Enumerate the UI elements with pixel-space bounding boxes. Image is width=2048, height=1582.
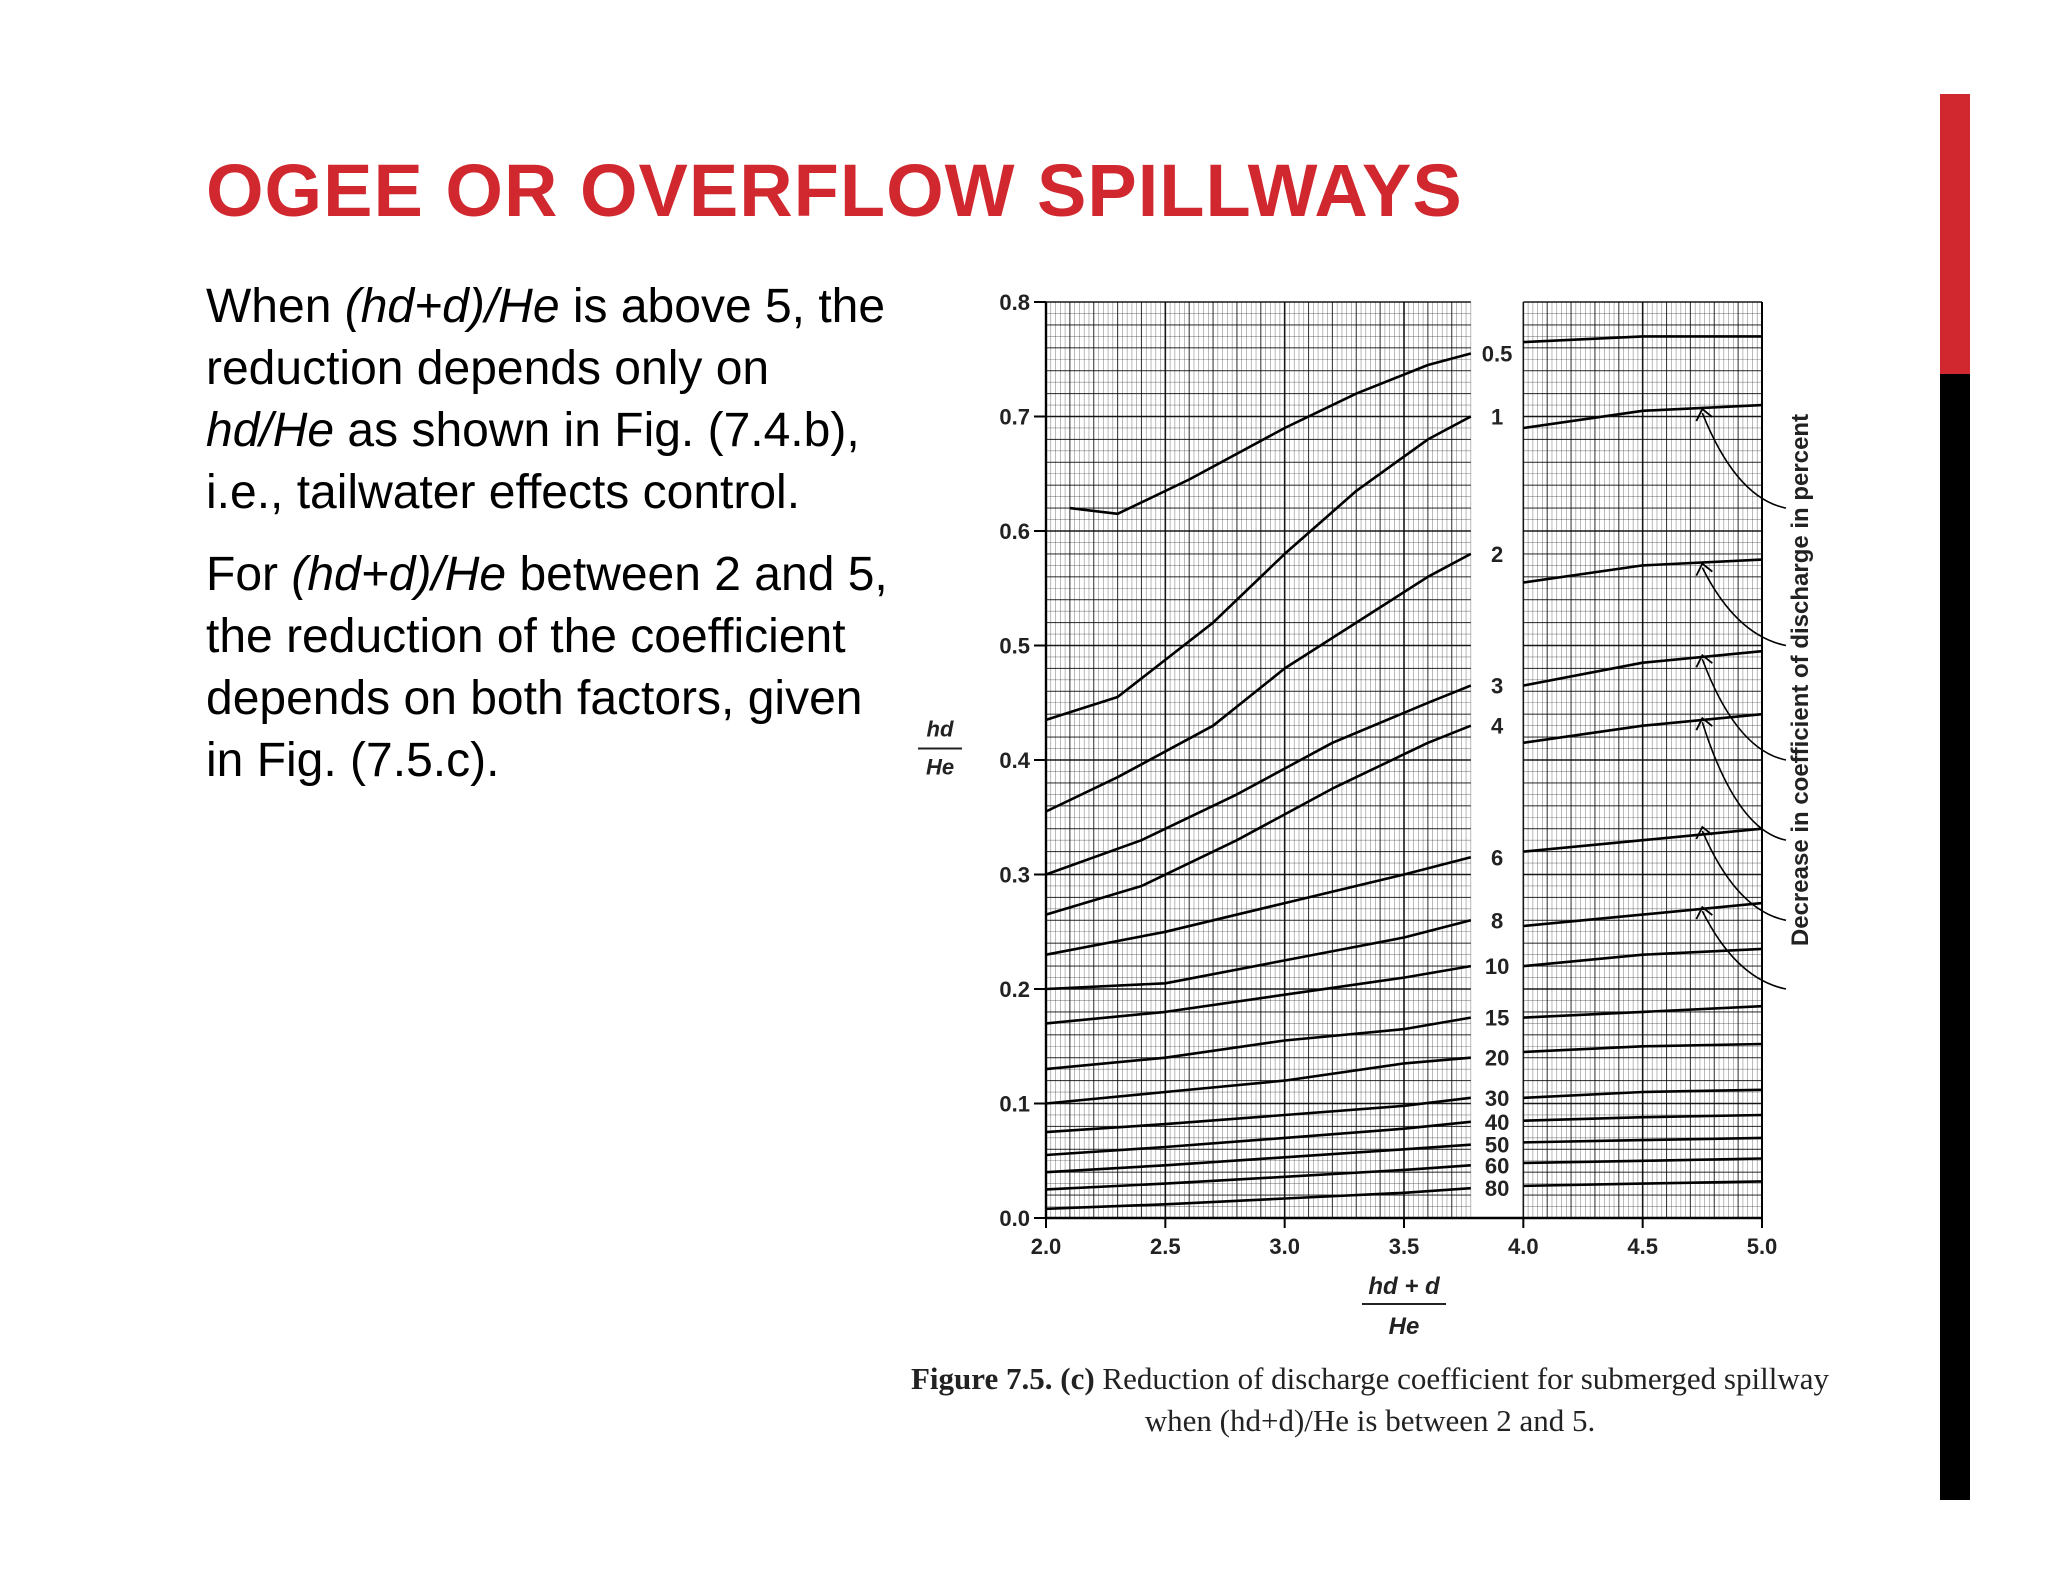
y-tick-label: 0.4 <box>999 748 1030 773</box>
x-tick-label: 4.5 <box>1627 1234 1658 1259</box>
y-tick-label: 0.3 <box>999 862 1030 888</box>
series-label: 2 <box>1490 541 1504 567</box>
paragraph-2-text: For <box>206 548 292 601</box>
series-label: 50 <box>1484 1132 1510 1158</box>
y-tick-label: 0.7 <box>999 404 1030 430</box>
side-accent-bar <box>1940 94 1970 1500</box>
series-label: 8 <box>1490 908 1504 934</box>
x-axis-label-numerator: hd + d <box>1368 1273 1440 1300</box>
y-axis-label-denominator: He <box>925 754 955 780</box>
x-tick-label: 5.0 <box>1746 1234 1778 1259</box>
annotation-arrow <box>1702 722 1786 840</box>
reduction-chart <box>890 270 1890 1350</box>
y-tick-label: 0.5 <box>999 633 1030 659</box>
series-label: 3 <box>1490 673 1504 699</box>
annotation-arrow <box>1702 413 1786 508</box>
series-label: 30 <box>1484 1085 1510 1111</box>
series-label: 0.5 <box>1481 341 1513 367</box>
paragraph-2-ratio: (hd+d)/He <box>291 548 507 601</box>
annotation-arrow <box>1702 659 1786 760</box>
paragraph-2 <box>206 544 906 792</box>
x-tick-label: 3.0 <box>1269 1234 1300 1259</box>
series-curve-left-6 <box>1046 857 1471 954</box>
y-tick-label: 0.8 <box>999 290 1030 315</box>
figure-caption-text: Reduction of discharge coefficient for submerged spillway when (hd+d)/He is between 2 and 5. <box>1094 1361 1829 1438</box>
paragraph-2-text: between 2 and 5, the reduction of the coefficient depends on both factors, given in Fig. (7.5.c). <box>206 548 888 787</box>
series-curve-left-15 <box>1046 1018 1471 1070</box>
y-tick-label: 0.2 <box>999 977 1030 1002</box>
series-curve-left-10 <box>1046 966 1471 1023</box>
paragraph-1-text: is above 5, the reduction depends only on <box>206 280 886 395</box>
x-tick-label: 2.0 <box>1030 1234 1062 1259</box>
x-axis-label-denominator: He <box>1388 1313 1420 1340</box>
series-label: 20 <box>1484 1045 1510 1071</box>
series-curve-left-80 <box>1046 1188 1471 1209</box>
figure-caption-label: Figure 7.5. (c) <box>911 1361 1095 1396</box>
y-axis-label-numerator: hd <box>926 716 954 742</box>
series-label: 4 <box>1490 713 1504 739</box>
series-label: 6 <box>1490 845 1504 871</box>
series-curve-left-4 <box>1046 726 1471 915</box>
figure-caption <box>900 1358 1840 1442</box>
paragraph-1-ratio: (hd+d)/He <box>344 280 560 333</box>
series-label: 1 <box>1490 404 1504 430</box>
y-tick-label: 0.0 <box>999 1206 1030 1231</box>
paragraph-1 <box>206 276 906 524</box>
series-label: 80 <box>1484 1176 1510 1202</box>
x-tick-label: 3.5 <box>1388 1234 1420 1259</box>
series-label: 15 <box>1484 1005 1510 1031</box>
x-tick-label: 2.5 <box>1150 1234 1181 1259</box>
series-curve-left-2 <box>1046 554 1471 812</box>
side-accent-bar-red <box>1940 94 1970 374</box>
series-label: 60 <box>1484 1153 1510 1179</box>
x-tick-label: 4.0 <box>1508 1234 1539 1259</box>
y-tick-label: 0.6 <box>999 519 1030 544</box>
series-label: 40 <box>1484 1109 1510 1135</box>
series-label: 10 <box>1484 954 1510 980</box>
slide-title: OGEE OR OVERFLOW SPILLWAYS <box>206 149 1463 232</box>
paragraph-1-ratio: hd/He <box>206 404 335 457</box>
paragraph-1-text: When <box>206 280 345 333</box>
y-tick-label: 0.1 <box>999 1091 1030 1117</box>
body-text <box>206 276 906 812</box>
paragraph-1-text: as shown in Fig. (7.4.b), i.e., tailwater effects control. <box>206 404 860 519</box>
right-axis-label: Decrease in coefficient of discharge in percent <box>1787 413 1814 947</box>
